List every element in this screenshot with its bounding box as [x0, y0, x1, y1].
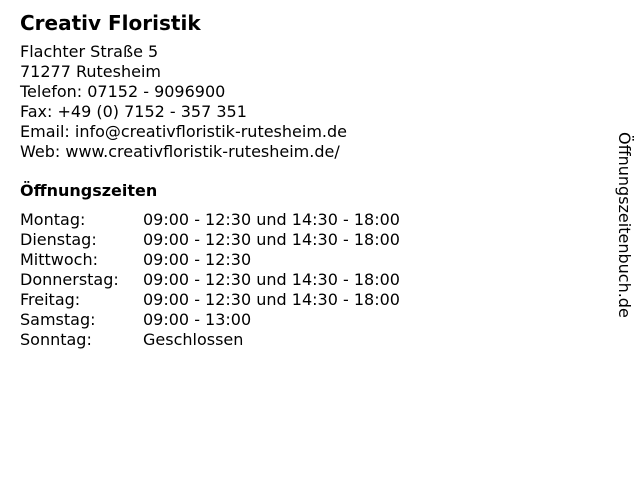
street-line: Flachter Straße 5 [20, 42, 159, 61]
city-line: 71277 Rutesheim [20, 62, 161, 81]
hours-value: Geschlossen [143, 330, 244, 349]
hours-value: 09:00 - 12:30 [143, 250, 252, 269]
hours-row-saturday [20, 310, 400, 330]
hours-row-sunday [20, 330, 400, 350]
day-label: Mittwoch: [20, 250, 98, 269]
fax-line: Fax: +49 (0) 7152 - 357 351 [20, 102, 247, 121]
opening-hours-table [20, 210, 400, 350]
address-block [20, 42, 600, 162]
hours-value: 09:00 - 12:30 und 14:30 - 18:00 [143, 230, 400, 249]
day-label: Dienstag: [20, 230, 97, 249]
hours-row-thursday [20, 270, 400, 290]
business-name: Creativ Floristik [20, 11, 201, 35]
hours-row-wednesday [20, 250, 400, 270]
hours-value: 09:00 - 12:30 und 14:30 - 18:00 [143, 270, 400, 289]
opening-hours-heading: Öffnungszeiten [20, 181, 158, 200]
day-label: Samstag: [20, 310, 96, 329]
hours-row-monday [20, 210, 400, 230]
phone-line: Telefon: 07152 - 9096900 [20, 82, 226, 101]
day-label: Donnerstag: [20, 270, 119, 289]
day-label: Sonntag: [20, 330, 92, 349]
day-label: Montag: [20, 210, 86, 229]
hours-value: 09:00 - 12:30 und 14:30 - 18:00 [143, 290, 400, 309]
email-line: Email: info@creativfloristik-rutesheim.de [20, 122, 347, 141]
hours-row-friday [20, 290, 400, 310]
web-line: Web: www.creativfloristik-rutesheim.de/ [20, 142, 340, 161]
day-label: Freitag: [20, 290, 81, 309]
hours-value: 09:00 - 12:30 und 14:30 - 18:00 [143, 210, 400, 229]
watermark-text: Öffnungszeitenbuch.de [615, 132, 634, 318]
hours-row-tuesday [20, 230, 400, 250]
hours-value: 09:00 - 13:00 [143, 310, 252, 329]
business-card [20, 10, 600, 350]
